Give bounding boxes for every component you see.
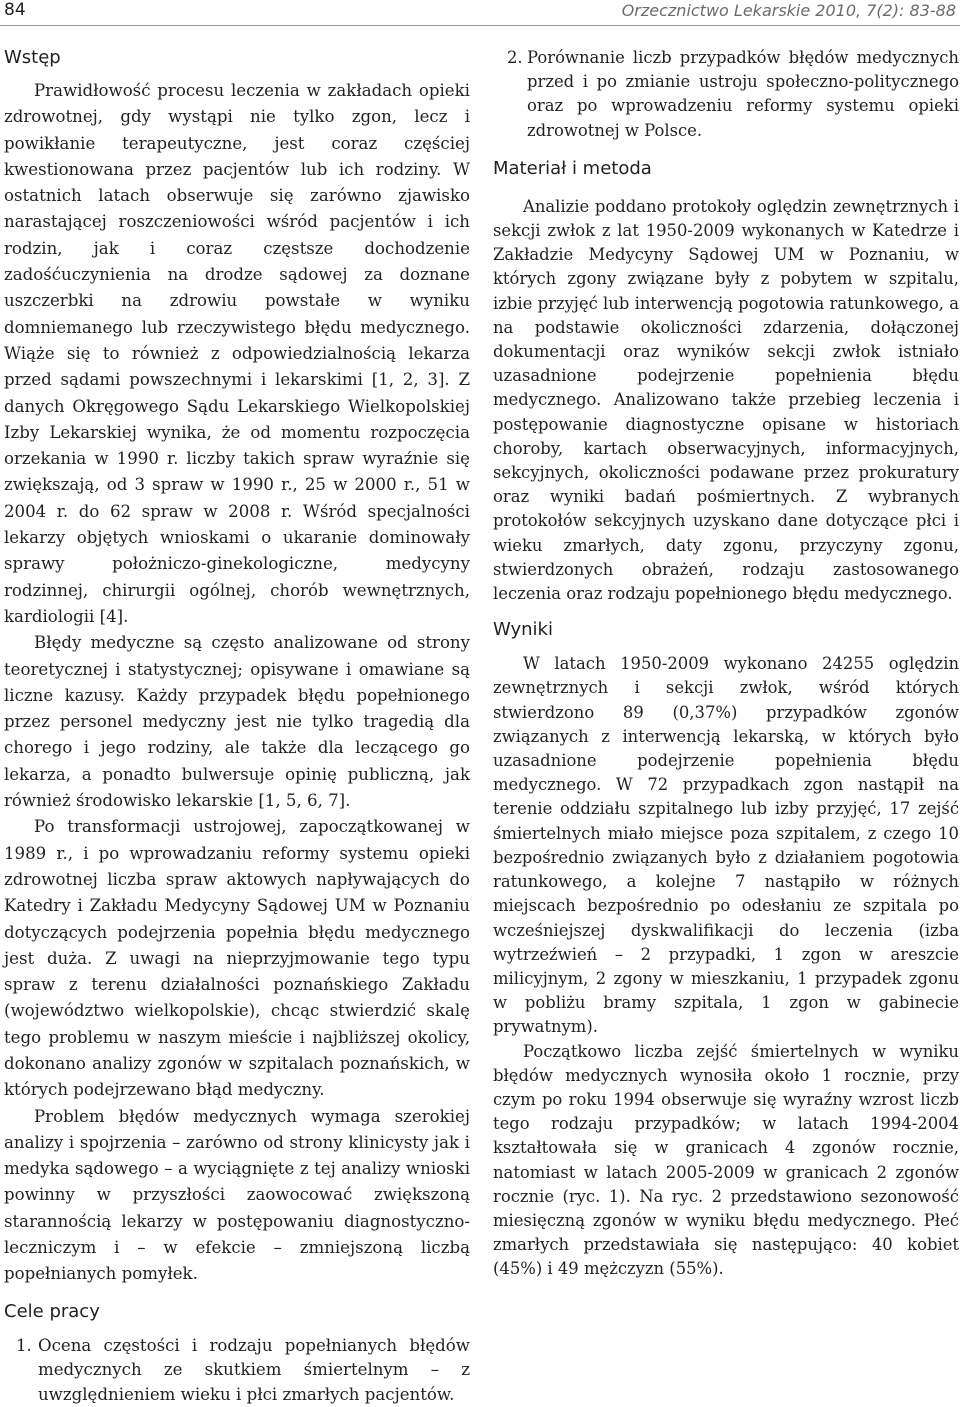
journal-citation: Orzecznictwo Lekarskie 2010, 7(2): 83-88 (621, 1, 956, 20)
intro-paragraph-3: Po transformacji ustrojowej, zapoczątkowanej w 1989 r., i po wprowadzaniu reformy systemu opieki zdrowotnej liczba spraw aktowych napływających do Katedry i Zakładu Medycyny Sądowej UM w Poznaniu dotyczących podejrzenia popełnia błędu medycznego jest duża. Z uwagi na nieprzyjmowanie tego typu spraw z terenu działalności poznańskiego Zakładu (województwo wielkopolskie), chcąc stwierdzić skalę tego problemu w naszym mieście i najbliższej okolicy, dokonano analizy zgonów w szpitalach poznańskich, w których podejrzewano błąd medyczny. (4, 817, 470, 1100)
methods-paragraph-1: Analizie poddano protokoły oględzin zewnętrznych i sekcji zwłok z lat 1950-2009 wykonanych w Katedrze i Zakładzie Medycyny Sądowej UM w Poznaniu, w których zgony związane były z pobytem w szpitalu, izbie przyjęć lub interwencją pogotowia ratunkowego, a na podstawie okoliczności zdarzenia, dołączonej dokumentacji oraz wyników sekcji zwłok istniało uzasadnione podejrzenie popełnienia błędu medycznego. Analizowano także przebieg leczenia i postępowanie diagnostyczne opisane w historiach choroby, kartach obserwacyjnych, informacyjnych, sekcyjnych, okoliczności podawane przez prokuratury oraz wyniki badań pośmiertnych. Z wybranych protokołów sekcyjnych uzyskano dane dotyczące płci i wieku zmarłych, daty zgonu, przyczyny zgonu, stwierdzonych obrażeń, rodzaju zastosowanego leczenia oraz rodzaju popełnionego błędu medycznego. (493, 196, 959, 604)
section-heading-results: Wyniki (493, 619, 553, 641)
aims-list (4, 1334, 470, 1407)
running-header (0, 0, 960, 34)
list-item-text: Ocena częstości i rodzaju popełnianych błędów medycznych ze skutkiem śmiertelnym – z uwzględnieniem wieku i płci zmarłych pacjentów. (38, 1335, 470, 1404)
intro-paragraph-1: Prawidłowość procesu leczenia w zakładach opieki zdrowotnej, gdy wystąpi nie tylko zgon, lecz i powikłanie terapeutyczne, jest coraz częściej kwestionowana przez pacjentów lub ich rodziny. W ostatnich latach obserwuje się zarówno zjawisko narastającej roszczeniowości wśród pacjentów i ich rodzin, jak i coraz częstsze dochodzenie zadośćuczynienia na drodze sądowej za doznane uszczerbki na zdrowiu powstałe w wyniku domniemanego lub rzeczywistego błędu medycznego. Wiąże się to również z odpowiedzialnością lekarza przed sądami powszechnymi i lekarskimi [1, 2, 3]. Z danych Okręgowego Sądu Lekarskiego Wielkopolskiej Izby Lekarskiej wynika, że od momentu rozpoczęcia orzekania w 1990 r. liczby takich spraw wyraźnie się zwiększają, od 3 spraw w 1990 r., 25 w 2000 r., 51 w 2004 r. do 62 spraw w 2008 r. Wśród specjalności lekarzy objętych wnioskami o ukaranie dominowały sprawy położniczo-ginekologiczne, medycyny rodzinnej, chirurgii ogólnej, chorób wewnętrznych, kardiologii [4]. (4, 81, 470, 626)
list-item-number: 1. (16, 1335, 32, 1355)
intro-paragraph-2: Błędy medyczne są często analizowane od strony teoretycznej i statystycznej; opisywane i omawiane są liczne kazusy. Każdy przypadek błędu popełnionego przez personel medyczny jest nie tylko tragedią dla chorego i jego rodziny, ale także dla leczącego go lekarza, a ponadto bulwersuje opinię publiczną, jak również środowisko lekarskie [1, 5, 6, 7]. (4, 633, 470, 811)
intro-paragraph-4: Problem błędów medycznych wymaga szerokiej analizy i spojrzenia – zarówno od strony klinicysty jak i medyka sądowego – a wyciągnięte z tej analizy wnioski powinny w przyszłości zaowocować zwiększoną starannością lekarzy w postępowaniu diagnostyczno-leczniczym i – w efekcie – zmniejszoną liczbą popełnianych pomyłek. (4, 1106, 470, 1284)
page-number: 84 (4, 0, 26, 20)
aims-list-item (493, 46, 959, 143)
aims-list-continued (493, 46, 959, 143)
right-column (493, 38, 959, 1282)
header-rule (0, 25, 960, 26)
list-item-number: 2. (507, 48, 523, 67)
results-paragraph-1: W latach 1950-2009 wykonano 24255 oględzin zewnętrznych i sekcji zwłok, wśród których stwierdzono 89 (0,37%) przypadków zgonów związanych z interwencją lekarską, w których było uzasadnione podejrzenie popełnienia błędu medycznego. W 72 przypadkach zgon nastąpił na terenie oddziału szpitalnego lub izby przyjęć, 17 zejść śmiertelnych miało miejsce poza szpitalem, z czego 10 bezpośrednio związanych było z działaniem pogotowia ratunkowego, a kolejne 7 nastąpiło w różnych miejscach bezpośrednio po odesłaniu ze szpitala po wcześniejszej dyskwalifikacji do leczenia (izba wytrzeźwień – 2 przypadki, 1 zgon w areszcie milicyjnym, 2 zgony w mieszkaniu, 1 przypadek zgonu w pobliżu bramy szpitala, 1 zgon w gabinecie prywatnym). (493, 654, 959, 1037)
list-item-text: Porównanie liczb przypadków błędów medycznych przed i po zmianie ustroju społeczno-politycznego oraz po wprowadzeniu reformy systemu opieki zdrowotnej w Polsce. (527, 48, 959, 140)
section-heading-methods: Materiał i metoda (493, 157, 652, 179)
results-paragraph-2: Początkowo liczba zejść śmiertelnych w wyniku błędów medycznych wynosiła około 1 rocznie, przy czym po roku 1994 obserwuje się wyraźny wzrost liczb tego rodzaju przypadków; w latach 1994-2004 kształtowała się w granicach 4 zgonów rocznie, natomiast w latach 2005-2009 w granicach 2 zgonów rocznie (ryc. 1). Na ryc. 2 przedstawiono sezonowość miesięczną zgonów w wyniku błędu medycznego. Płeć zmarłych przedstawiała się następująco: 40 kobiet (45%) i 49 mężczyzn (55%). (493, 1041, 959, 1279)
section-heading-aims: Cele pracy (4, 1300, 100, 1322)
left-column (4, 38, 470, 1407)
section-heading-intro: Wstęp (4, 47, 61, 68)
aims-list-item (4, 1334, 470, 1407)
